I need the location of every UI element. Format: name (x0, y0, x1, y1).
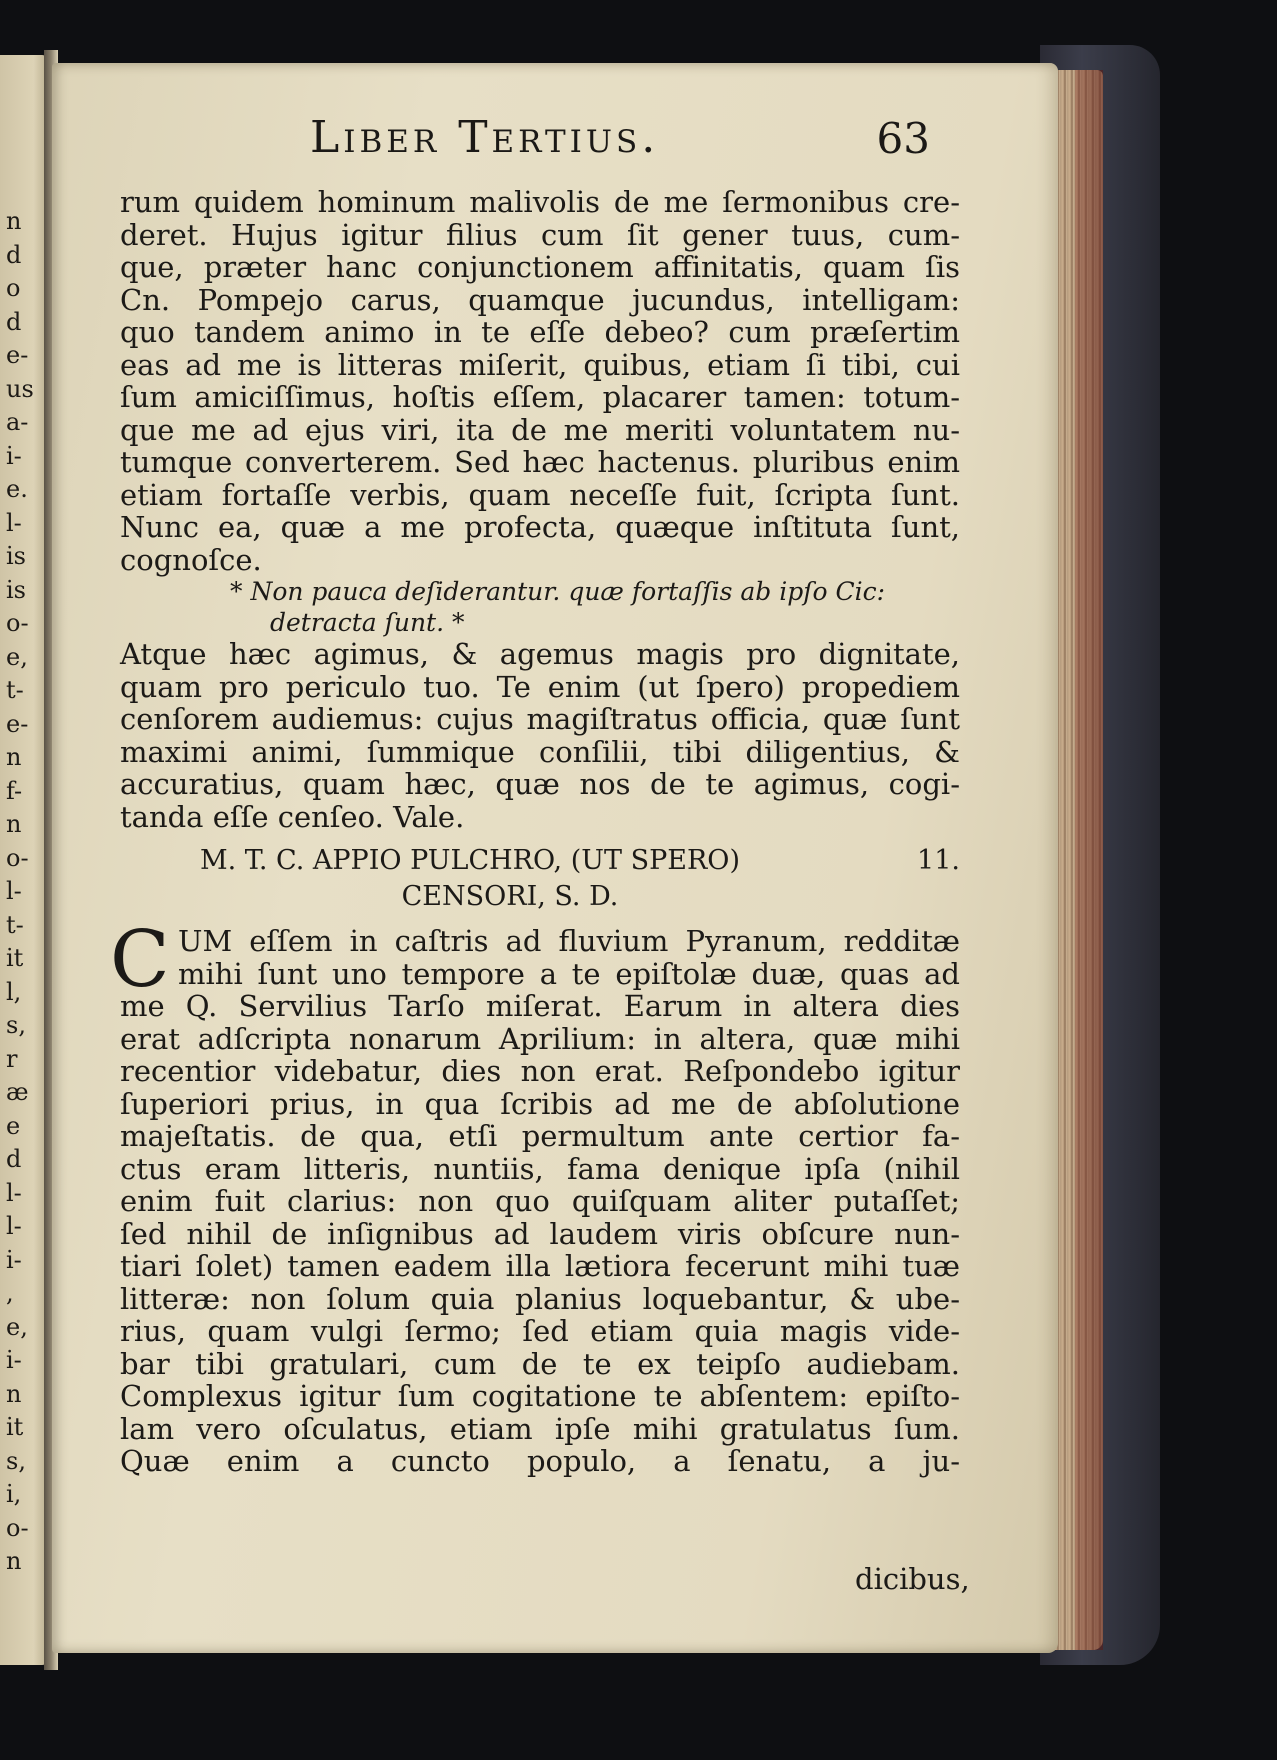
margin-letter: , (6, 1279, 14, 1307)
text-line: Quæ enim a cuncto populo, a ſenatu, a ju- (120, 1444, 960, 1478)
text-line: lam vero oſculatus, etiam ipſe mihi gratulatus ſum. (120, 1411, 960, 1446)
text-line: me Q. Servilius Tarſo miſerat. Earum in altera dies (120, 989, 960, 1023)
catchword: dicibus, (855, 1562, 970, 1596)
margin-letter: f- (6, 776, 23, 805)
margin-letter: l- (6, 877, 22, 905)
margin-letter: l- (6, 508, 22, 537)
text-line: tumque converterem. Sed hæc hactenus. pluribus enim (120, 445, 960, 479)
margin-letter: it (6, 1413, 24, 1441)
text-line: eas ad me is litteras miſerit, quibus, etiam ſi tibi, cui (120, 347, 960, 382)
margin-letter: e (6, 1111, 21, 1140)
text-line: rum quidem hominum malivolis de me ſermonibus cre- (120, 185, 960, 219)
margin-letter: n (6, 810, 22, 838)
page-edges (1053, 70, 1103, 1650)
text-line: bar tibi gratulari, cum de te ex teipſo audiebam. (120, 1346, 960, 1381)
text-line: Cn. Pompejo carus, quamque jucundus, intelligam: (120, 282, 960, 317)
letter-number: 11. (917, 845, 960, 876)
margin-letter: æ (6, 1078, 29, 1106)
text-line: Complexus igitur ſum cogitatione te abſentem: epiſto- (120, 1379, 960, 1413)
margin-letter: e- (6, 709, 29, 738)
page-number: 63 (876, 114, 930, 163)
margin-letter: d (6, 240, 22, 269)
margin-letter: s, (6, 1446, 26, 1475)
margin-letter: s, (6, 1011, 26, 1039)
text-line: litteræ: non ſolum quia planius loquebantur, & ube- (120, 1281, 960, 1316)
margin-letter: o- (6, 843, 29, 872)
margin-letter: r (6, 1044, 18, 1073)
text-line: ſuperiori prius, in qua ſcribis ad me de abſolutione (120, 1086, 960, 1121)
margin-letter: l- (6, 1212, 22, 1240)
letter-11-body (110, 915, 960, 1478)
drop-cap: C (110, 915, 170, 1005)
text-line: tiari ſolet) tamen eadem illa lætiora fecerunt mihi tuæ (120, 1249, 960, 1283)
margin-letter: n (6, 743, 22, 771)
margin-letter: i, (6, 1480, 22, 1508)
margin-letter: l, (6, 977, 22, 1006)
margin-letter: n (6, 1547, 22, 1575)
margin-letter: e- (6, 341, 29, 369)
margin-letter: it (6, 944, 24, 972)
margin-letter: n (6, 207, 22, 235)
text-line: ſum amiciſſimus, hoſtis eſſem, placarer tamen: totum- (120, 380, 960, 414)
margin-letter: d (6, 307, 22, 336)
letter-10-body (120, 186, 960, 576)
left-facing-page (0, 55, 48, 1665)
text-line: ſed nihil de inſignibus ad laudem viris obſcure nun- (120, 1216, 960, 1251)
text-line: que me ad ejus viri, ita de me meriti voluntatem nu- (120, 412, 960, 447)
margin-letter: n (6, 1379, 22, 1408)
margin-letter: is (6, 542, 26, 570)
text-line: majeſtatis. de qua, etſi permultum ante certior fa- (120, 1119, 960, 1153)
text-line: cenſorem audiemus: cujus magiſtratus officia, quæ ſunt (120, 702, 960, 736)
text-line: ctus eram litteris, nuntiis, fama denique ipſa (nihil (120, 1151, 960, 1186)
text-line: enim fuit clarius: non quo quiſquam aliter putaſſet; (120, 1184, 960, 1218)
margin-letter: is (6, 575, 26, 604)
margin-letter: i- (6, 1346, 22, 1374)
margin-letter: l- (6, 1178, 22, 1207)
margin-letter: a- (6, 408, 29, 436)
margin-letter: us (6, 374, 34, 403)
margin-letter: d (6, 1145, 22, 1173)
text-line: etiam fortaſſe verbis, quam neceſſe fuit, ſcripta ſunt. (120, 477, 960, 512)
margin-letter: o- (6, 609, 29, 637)
margin-letter: t- (6, 910, 24, 939)
editorial-note: * Non pauca deſiderantur. quæ fortaſſis ab ipſo Cic: (230, 577, 886, 606)
text-line: mihi ſunt uno tempore a te epiſtolæ duæ, quas ad (178, 956, 960, 991)
margin-letter: e, (6, 642, 28, 671)
margin-letter: o (6, 274, 21, 302)
text-line: Nunc ea, quæ a me profecta, quæque inſtituta ſunt, (120, 510, 960, 544)
text-line: cognoſce. (120, 542, 262, 577)
text-line: tanda eſſe cenſeo. Vale. (120, 799, 465, 834)
text-line: accuratius, quam hæc, quæ nos de te agimus, cogi- (120, 767, 960, 801)
text-line: que, præter hanc conjunctionem affinitatis, quam ſis (120, 250, 960, 284)
text-line: maximi animi, ſummique conſilii, tibi diligentius, & (120, 734, 960, 769)
letter-10-closing (120, 638, 960, 833)
margin-letter: t- (6, 676, 24, 704)
running-title: Liber Tertius. (310, 112, 660, 163)
text-line: UM eſſem in caſtris ad fluvium Pyranum, redditæ (178, 924, 960, 958)
text-line: quo tandem animo in te eſſe debeo? cum præſertim (120, 315, 960, 349)
text-line: quam pro periculo tuo. Te enim (ut ſpero) propediem (120, 669, 960, 704)
margin-letter: e, (6, 1312, 28, 1341)
page-text (110, 185, 960, 1478)
text-line: erat adſcripta nonarum Aprilium: in altera, quæ mihi (120, 1021, 960, 1056)
letter-11-heading (120, 843, 960, 879)
left-page-margin-letters (6, 205, 42, 1579)
text-line: Atque hæc agimus, & agemus magis pro dignitate, (120, 637, 960, 671)
margin-letter: o- (6, 1513, 29, 1542)
editorial-note-continued: detracta ſunt. * (270, 608, 465, 637)
margin-letter: i- (6, 1245, 22, 1274)
text-line: deret. Hujus igitur filius cum ſit gener tuus, cum- (120, 217, 960, 252)
page-header (310, 112, 930, 172)
text-line: recentior videbatur, dies non erat. Reſpondebo igitur (120, 1054, 960, 1088)
margin-letter: e. (6, 475, 28, 503)
margin-letter: i- (6, 441, 22, 470)
letter-11-salutation: M. T. C. APPIO PULCHRO, (UT SPERO) (200, 845, 740, 876)
letter-11-heading-line2: CENSORI, S. D. (401, 881, 619, 912)
text-line: rius, quam vulgi ſermo; ſed etiam quia magis vide- (120, 1314, 960, 1348)
